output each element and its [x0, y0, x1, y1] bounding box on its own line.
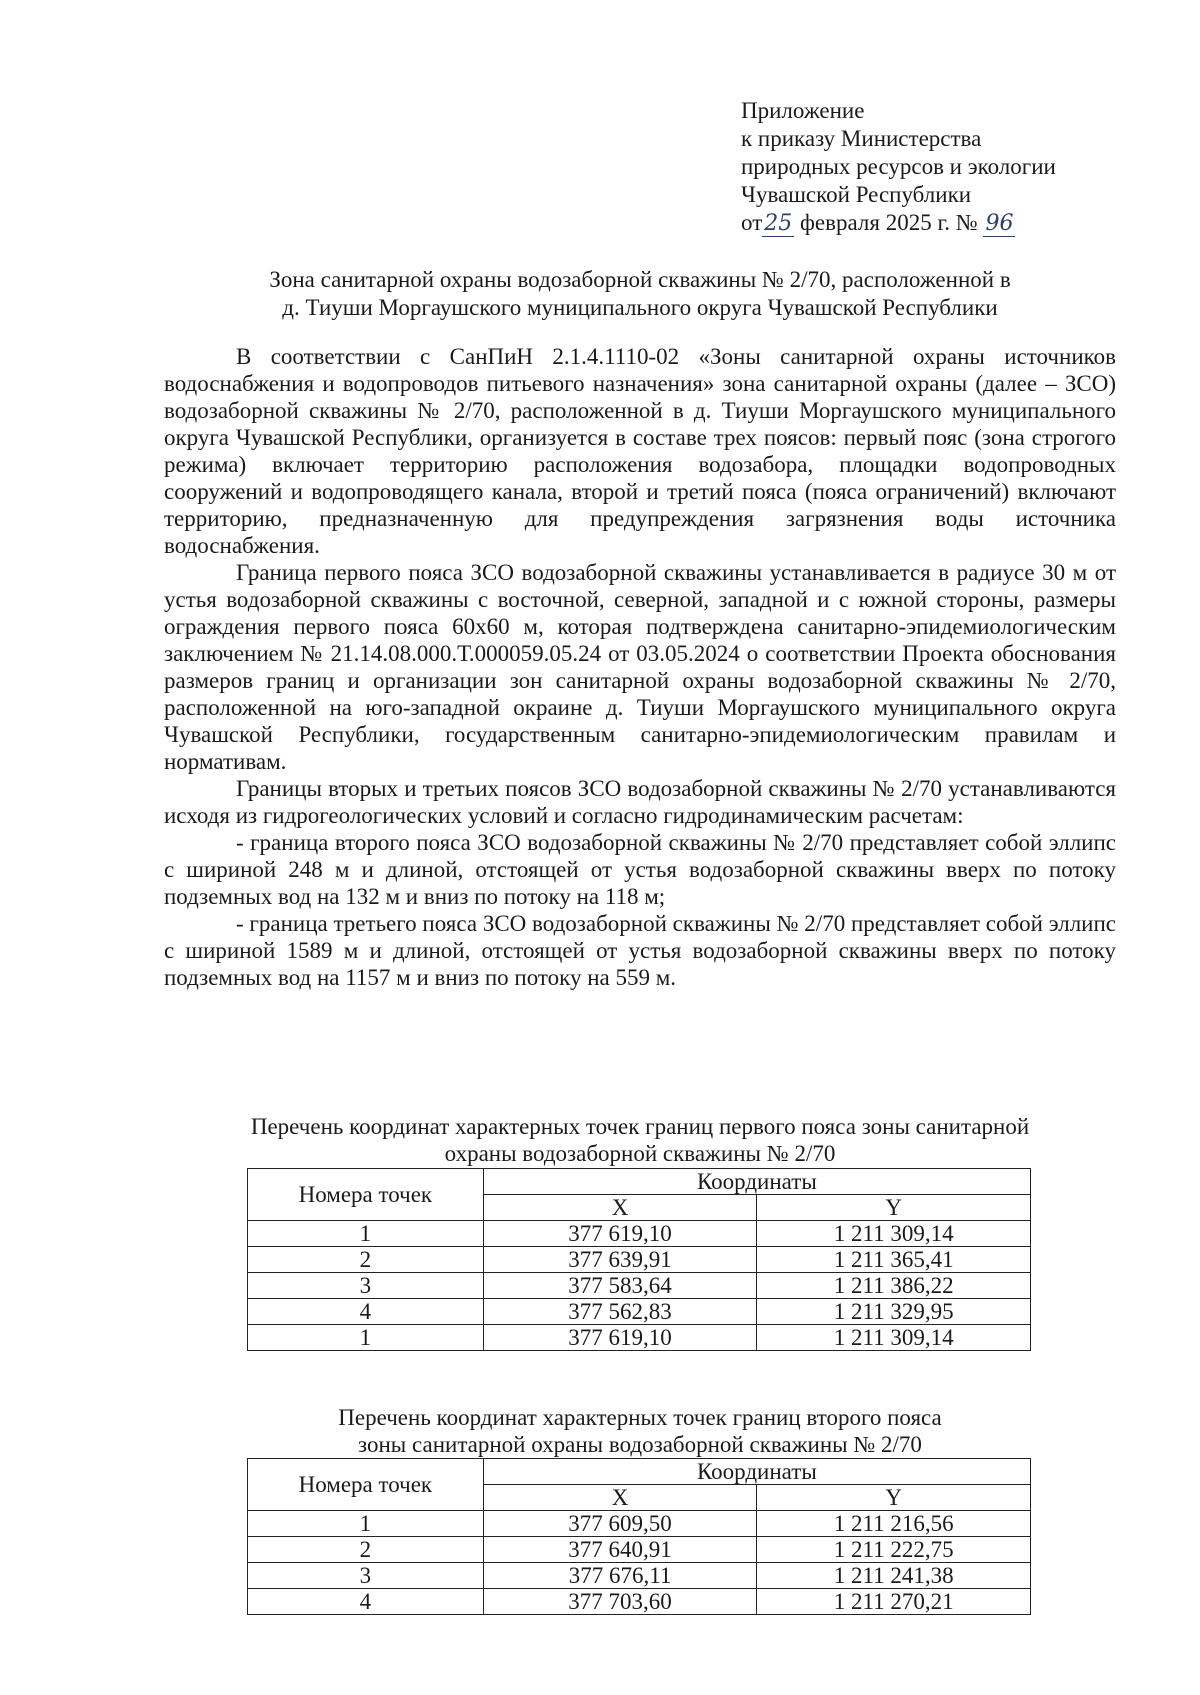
- coord-x: 377 639,91: [483, 1247, 757, 1273]
- coord-x: 377 676,11: [483, 1563, 757, 1589]
- column-header-points: Номера точек: [248, 1459, 484, 1511]
- point-number: 1: [248, 1511, 484, 1537]
- coord-x: 377 640,91: [483, 1537, 757, 1563]
- appendix-header: [741, 97, 1161, 238]
- appendix-line: к приказу Министерства: [741, 126, 982, 151]
- column-header-y: Y: [757, 1485, 1031, 1511]
- point-number: 4: [248, 1589, 484, 1615]
- coord-y: 1 211 309,14: [757, 1325, 1031, 1351]
- point-number: 2: [248, 1537, 484, 1563]
- table-row: [248, 1299, 1031, 1325]
- column-header-y: Y: [757, 1195, 1031, 1221]
- handwritten-day: 25: [764, 211, 793, 236]
- table-row: [248, 1221, 1031, 1247]
- list-item: - граница второго пояса ЗСО водозаборной скважины № 2/70 представляет собой эллипс с шириной 248 м и длиной, отстоящей от устья водозаборной скважины вверх по потоку подземных вод на 132 м и вниз по потоку на 118 м;: [164, 830, 1116, 909]
- coord-y: 1 211 365,41: [757, 1247, 1031, 1273]
- column-header-coordinates: Координаты: [483, 1169, 1030, 1195]
- date-prefix: от: [741, 210, 763, 235]
- coord-y: 1 211 222,75: [757, 1537, 1031, 1563]
- point-number: 1: [248, 1221, 484, 1247]
- coord-y: 1 211 309,14: [757, 1221, 1031, 1247]
- appendix-line: Приложение: [741, 98, 865, 123]
- coord-y: 1 211 386,22: [757, 1273, 1031, 1299]
- table-row: [248, 1325, 1031, 1351]
- table-row: [248, 1563, 1031, 1589]
- coord-x: 377 619,10: [483, 1325, 757, 1351]
- table-row: [248, 1589, 1031, 1615]
- table-row: [248, 1511, 1031, 1537]
- table2-caption: [160, 1404, 1120, 1458]
- caption-line: охраны водозаборной скважины № 2/70: [444, 1141, 836, 1166]
- coord-x: 377 562,83: [483, 1299, 757, 1325]
- date-rest: февраля 2025 г. №: [800, 210, 978, 235]
- table-row: [248, 1247, 1031, 1273]
- document-title: [160, 266, 1120, 322]
- coordinates-table-1: [247, 1168, 1031, 1351]
- coordinates-table-2: [247, 1458, 1031, 1615]
- point-number: 4: [248, 1299, 484, 1325]
- document-body: [164, 343, 1116, 991]
- column-header-points: Номера точек: [248, 1169, 484, 1221]
- column-header-x: X: [483, 1195, 757, 1221]
- paragraph: В соответствии с СанПиН 2.1.4.1110-02 «Зоны санитарной охраны источников водоснабжения и водопроводов питьевого назначения» зона санитарной охраны (далее – ЗСО) водозаборной скважины № 2/70, расположенной в д. Тиуши Моргаушского муниципального округа Чувашской Республики, организуется в составе трех поясов: первый пояс (зона строгого режима) включает территорию расположения водозабора, площадки водопроводных сооружений и водопроводящего канала, второй и третий пояса (пояса ограничений) включают территорию, предназначенную для предупреждения загрязнения воды источника водоснабжения.: [164, 344, 1116, 558]
- coord-x: 377 583,64: [483, 1273, 757, 1299]
- coord-x: 377 619,10: [483, 1221, 757, 1247]
- coord-y: 1 211 329,95: [757, 1299, 1031, 1325]
- column-header-x: X: [483, 1485, 757, 1511]
- appendix-date-line: [741, 209, 1161, 238]
- table-row: [248, 1537, 1031, 1563]
- table-row: [248, 1273, 1031, 1299]
- title-line-1: Зона санитарной охраны водозаборной скважины № 2/70, расположенной в: [269, 267, 1011, 292]
- coord-y: 1 211 241,38: [757, 1563, 1031, 1589]
- column-header-coordinates: Координаты: [483, 1459, 1030, 1485]
- title-line-2: д. Тиуши Моргаушского муниципального округа Чувашской Республики: [282, 295, 998, 320]
- coord-y: 1 211 270,21: [757, 1589, 1031, 1615]
- point-number: 1: [248, 1325, 484, 1351]
- caption-line: зоны санитарной охраны водозаборной скважины № 2/70: [358, 1432, 922, 1457]
- handwritten-order-number: 96: [985, 211, 1014, 236]
- point-number: 2: [248, 1247, 484, 1273]
- caption-line: Перечень координат характерных точек границ первого пояса зоны санитарной: [250, 1114, 1030, 1139]
- coord-x: 377 703,60: [483, 1589, 757, 1615]
- point-number: 3: [248, 1273, 484, 1299]
- table-header-row: [248, 1459, 1031, 1485]
- point-number: 3: [248, 1563, 484, 1589]
- table-header-row: [248, 1169, 1031, 1195]
- appendix-line: природных ресурсов и экологии: [741, 154, 1056, 179]
- paragraph: Границы вторых и третьих поясов ЗСО водозаборной скважины № 2/70 устанавливаются исходя из гидрогеологических условий и согласно гидродинамическим расчетам:: [164, 776, 1116, 828]
- caption-line: Перечень координат характерных точек границ второго пояса: [338, 1405, 942, 1430]
- table1-caption: [160, 1113, 1120, 1167]
- paragraph: Граница первого пояса ЗСО водозаборной скважины устанавливается в радиусе 30 м от устья водозаборной скважины с восточной, северной, западной и с южной стороны, размеры ограждения первого пояса 60х60 м, которая подтверждена санитарно-эпидемиологическим заключением № 21.14.08.000.Т.000059.05.24 от 03.05.2024 о соответствии Проекта обоснования размеров границ и организации зон санитарной охраны водозаборной скважины № 2/70, расположенной на юго-западной окраине д. Тиуши Моргаушского муниципального округа Чувашской Республики, государственным санитарно-эпидемиологическим правилам и нормативам.: [164, 560, 1116, 774]
- coord-x: 377 609,50: [483, 1511, 757, 1537]
- coord-y: 1 211 216,56: [757, 1511, 1031, 1537]
- appendix-line: Чувашской Республики: [741, 182, 972, 207]
- list-item: - граница третьего пояса ЗСО водозаборной скважины № 2/70 представляет собой эллипс с шириной 1589 м и длиной, отстоящей от устья водозаборной скважины вверх по потоку подземных вод на 1157 м и вниз по потоку на 559 м.: [164, 911, 1116, 990]
